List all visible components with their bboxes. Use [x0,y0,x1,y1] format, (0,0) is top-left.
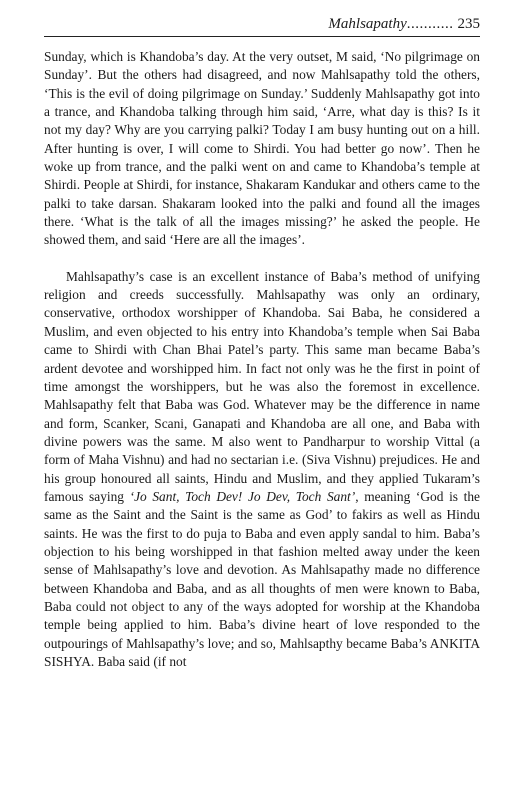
paragraph-text-part-1: Mahlsapathy’s case is an excellent instance of Baba’s method of unifying religion and creeds successfully. Mahlsapathy was only an ordinary, conservative, orthodox worshipper of Khandoba. Sai Baba, he considered a Muslim, and even objected to his entry into Khandoba’s temple when Sai Baba came to Shirdi with Chan Bhai Patel’s party. This same man became Baba’s ardent devotee and worshipped him. In fact not only was he the first in point of time amongst the worshippers, but he was also the foremost in excellence. Mahlsapathy felt that Baba was God. Whatever may be the difference in name and form, Scanker, Scani, Ganapati and Khandoba are all one, and Baba with divine powers was the same. M also went to Pandharpur to worship Vittal (a form of Maha Vishnu) and had no sectarian i.e. (Siva Vishnu) prejudices. He and his group honoured all saints, Hindu and Muslim, and they applied Tukaram’s famous saying [44,268,480,504]
running-header [44,16,480,37]
page-number: 235 [457,16,480,32]
body-text [44,48,480,671]
tukaram-saying: ‘Jo Sant, Toch Dev! Jo Dev, Toch Sant’ [129,488,356,504]
paragraph-mahlsapathy-case [44,268,480,672]
paragraph-text-part-2: , meaning ‘God is the same as the Saint and the Saint is the same as God’ to fakirs as well as Hindu saints. He was the first to do puja to Baba and even apply sandal to him. Baba’s objection to his being worshipped in that fashion melted away under the keen sense of Mahlsapathy’s love and devotion. As Mahlsapathy made no difference between Khandoba and Baba, and as all thoughts of men were known to Baba, Baba could not object to any of the ways adopted for worship at the Khandoba temple being applied to him. Baba’s divine heart of love responded to the outpourings of Mahlsapathy’s love; and so, Mahlsapthy became Baba’s ANKITA SISHYA. Baba said (if not [44,488,480,669]
paragraph-continuation: Sunday, which is Khandoba’s day. At the very outset, M said, ‘No pilgrimage on Sunday’. But the others had disagreed, and now Mahlsapathy told the others, ‘This is the evil of doing pilgrimage on Sunday.’ Suddenly Mahlsapathy got into a trance, and Khandoba talking through him said, ‘Arre, what day is this? Is it not my day? Why are you carrying palki? Today I am busy hunting out on a hill. After hunting is over, I will come to Shirdi. You had better go now’. Then he woke up from trance, and the palki went on and came to Khandoba’s temple at Shirdi. People at Shirdi, for instance, Shakaram Kandukar and others came to the palki to take darsan. Shakaram looked into the palki and found all the images there. ‘What is the talk of all the images missing?’ he asked the people. He showed them, and said ‘Here are all the images’. [44,49,480,248]
header-leader-dots: ........... [406,16,454,32]
running-title: Mahlsapathy [328,16,407,32]
